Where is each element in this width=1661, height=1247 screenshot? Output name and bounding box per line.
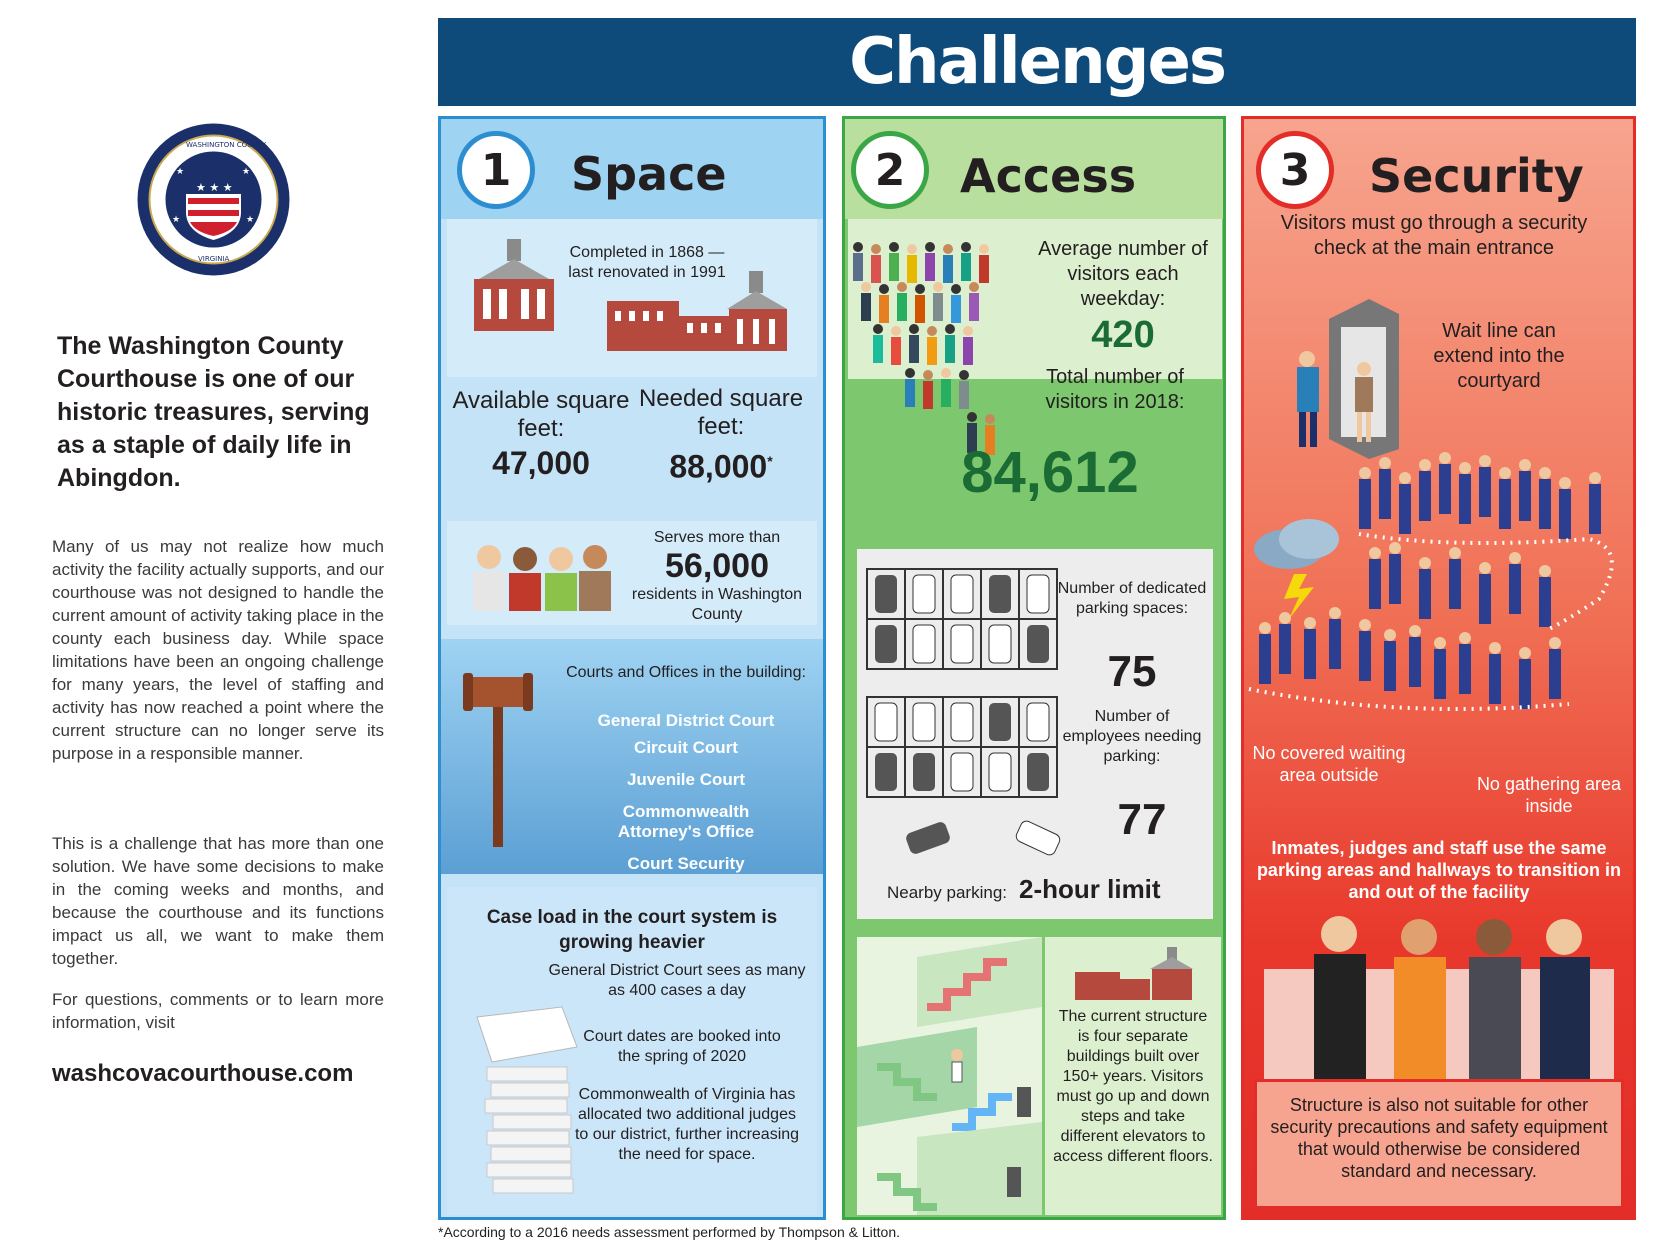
- intro-headline: The Washington County Courthouse is one of our historic treasures, serving as a staple of daily life in Abingdon.: [57, 332, 370, 492]
- security-title: Security: [1369, 149, 1584, 203]
- svg-text:★: ★: [246, 215, 255, 225]
- svg-text:★: ★: [172, 215, 181, 225]
- parking-box: [857, 549, 1213, 919]
- footnote: *According to a 2016 needs assessment performed by Thompson & Litton.: [438, 1224, 901, 1240]
- courts-heading: Courts and Offices in the building:: [566, 664, 806, 681]
- space-panel: [438, 116, 826, 1220]
- caseload-box: [447, 887, 817, 1215]
- courthouse-complex-icon: [607, 271, 797, 356]
- residents-box: [447, 521, 817, 625]
- history-box: [447, 219, 817, 377]
- serves-sub: residents in Washington County: [631, 586, 803, 623]
- dedicated-parking-label: Number of dedicated parking spaces:: [1057, 580, 1207, 617]
- nearby-parking-value: 2-hour limit: [1019, 874, 1161, 904]
- seal-top-text: WASHINGTON COUNTY: [186, 141, 267, 149]
- available-sqft-label: Available square feet:: [452, 387, 630, 442]
- avg-visitors-value: 420: [1091, 314, 1155, 356]
- security-structure-text: Structure is also not suitable for other security precautions and safety equipment that would otherwise be considered standard and necessary.: [1270, 1095, 1608, 1181]
- completed-line-2: last renovated in 1991: [568, 264, 726, 281]
- intro-column: [52, 0, 387, 1247]
- court-juvenile: Juvenile Court: [626, 770, 746, 789]
- crowd-icon: [848, 237, 1018, 467]
- court-security: Court Security: [627, 854, 745, 873]
- residents-group-icon: [467, 539, 617, 614]
- no-gathering-text: No gathering area inside: [1476, 774, 1622, 816]
- page-title: Challenges: [849, 25, 1225, 99]
- security-panel: [1241, 116, 1636, 1220]
- court-general-district: General District Court: [597, 711, 775, 730]
- access-panel: [842, 116, 1226, 1220]
- dedicated-parking-value: 75: [1107, 647, 1157, 696]
- caseload-fact-2: Court dates are booked into the spring of 2020: [583, 1028, 781, 1065]
- intro-paragraph-2: This is a challenge that has more than one solution. We have some decisions to make in the coming weeks and months, and because the courthouse and its functions impact us all, we want to make them together.: [52, 834, 384, 968]
- stairs-maze-icon: [857, 937, 1042, 1215]
- serves-value: 56,000: [665, 547, 769, 585]
- gavel-icon: [463, 669, 533, 849]
- caseload-fact-3: Commonwealth of Virginia has allocated two additional judges to our district, further increasing the need for space.: [574, 1086, 800, 1163]
- space-title: Space: [571, 147, 727, 201]
- employees-parking-value: 77: [1117, 795, 1167, 844]
- total-visitors-value: 84,612: [961, 440, 1139, 505]
- serves-label: Serves more than: [653, 529, 781, 546]
- security-check-text: Visitors must go through a security check at the main entrance: [1280, 212, 1588, 259]
- county-seal-icon: [136, 122, 291, 277]
- nearby-parking-label: Nearby parking:: [887, 883, 1008, 902]
- circling-cars-icon: [907, 817, 1067, 857]
- available-sqft-value: 47,000: [492, 445, 590, 481]
- court-circuit: Circuit Court: [634, 738, 738, 757]
- parking-lot-icon: [867, 569, 1057, 799]
- caseload-heading: Case load in the court system is growing heavier: [486, 907, 778, 953]
- page-header: [438, 18, 1636, 106]
- employees-parking-label: Number of employees needing parking:: [1062, 708, 1202, 765]
- avg-visitors-label: Average number of visitors each weekday:: [1038, 238, 1208, 310]
- buildings-icon: [1075, 947, 1195, 1002]
- access-number-badge: 2: [851, 131, 929, 209]
- needed-sqft-value: 88,000: [669, 448, 768, 485]
- svg-text:★: ★: [242, 167, 251, 177]
- security-structure-box: [1254, 1079, 1624, 1209]
- needed-sqft-footnote-mark: *: [767, 453, 773, 469]
- security-number-badge: 3: [1256, 131, 1334, 209]
- completed-line-1: Completed in 1868 —: [569, 244, 725, 261]
- paper-stack-icon: [457, 1007, 582, 1202]
- svg-text:★ ★ ★: ★ ★ ★: [196, 181, 233, 194]
- metal-detector-icon: [1289, 299, 1449, 459]
- structure-box: [1045, 937, 1221, 1215]
- website-link[interactable]: washcovacourthouse.com: [52, 1060, 354, 1087]
- shared-areas-text: Inmates, judges and staff use the same parking areas and hallways to transition in and out of the facility: [1256, 838, 1622, 902]
- caseload-fact-1: General District Court sees as many as 400 cases a day: [548, 962, 806, 999]
- no-covered-text: No covered waiting area outside: [1252, 743, 1406, 785]
- svg-text:★: ★: [176, 167, 185, 177]
- courthouse-icon: [469, 239, 559, 334]
- intro-paragraph-1: Many of us may not realize how much activity the facility actually supports, and our courthouse was not designed to handle the current amount of activity taking place in the county each business day. While space limitations have been an ongoing challenge for many years, the level of staffing and activity has now reached a point where the current structure can no longer serve its purpose in a responsible manner.: [52, 537, 384, 763]
- seal-bottom-text: VIRGINIA: [198, 255, 230, 263]
- wait-line-text: Wait line can extend into the courtyard: [1433, 320, 1565, 392]
- total-visitors-label: Total number of visitors in 2018:: [1045, 366, 1185, 413]
- needed-sqft-label: Needed square feet:: [638, 385, 804, 440]
- space-number-badge: 1: [457, 131, 535, 209]
- court-commonwealth-attorney: Commonwealth Attorney's Office: [617, 802, 755, 841]
- structure-text: The current structure is four separate buildings built over 150+ years. Visitors must go up and down steps and take different elevators to access different floors.: [1053, 1008, 1213, 1165]
- access-title: Access: [960, 149, 1137, 203]
- intro-paragraph-3: For questions, comments or to learn more information, visit: [52, 990, 384, 1032]
- waiting-line-icon: [1249, 459, 1629, 749]
- people-groups-icon: [1264, 909, 1614, 1084]
